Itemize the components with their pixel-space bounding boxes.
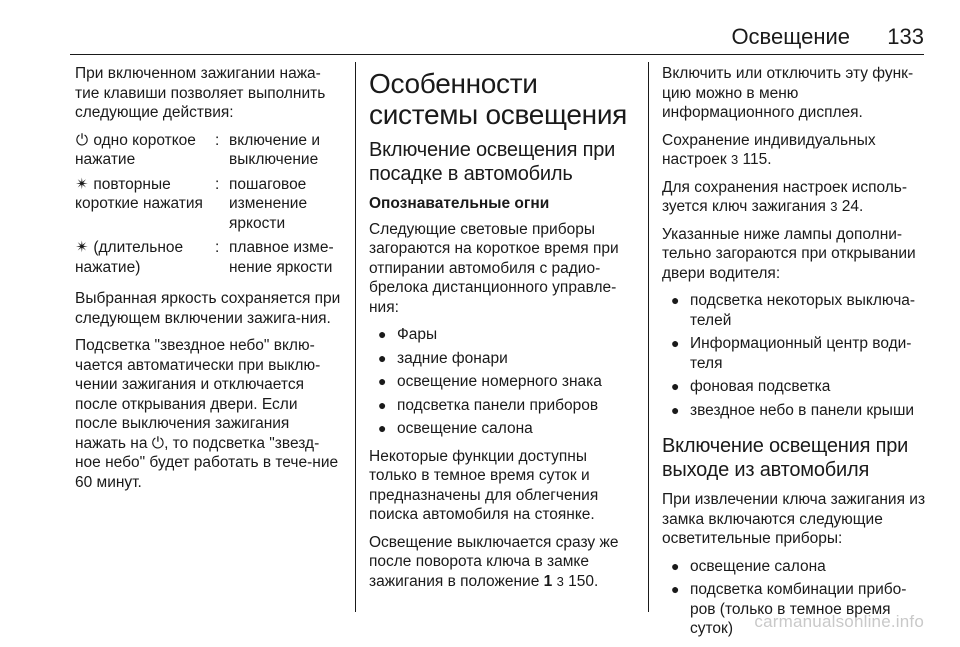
table-row bbox=[75, 175, 343, 234]
bullet-icon: ● bbox=[671, 335, 680, 351]
power-icon: ⏻ bbox=[151, 434, 165, 452]
page-title: Освещение bbox=[731, 24, 850, 49]
key-paragraph: Для сохранения настроек исполь-зуется ключ зажигания 3 24. bbox=[662, 178, 908, 215]
subsubsection-heading: Опознавательные огни bbox=[369, 195, 550, 212]
list-item: ● освещение салона bbox=[378, 420, 533, 437]
list-item: ● задние фонари bbox=[378, 349, 508, 367]
bullet-icon: ● bbox=[671, 581, 680, 597]
column-divider-2 bbox=[648, 62, 649, 612]
colon: : bbox=[215, 131, 220, 149]
table-row bbox=[75, 238, 343, 277]
action-text: одно короткое нажатие bbox=[75, 131, 196, 168]
action-text: (длительное нажатие) bbox=[75, 239, 184, 276]
toggle-paragraph: Включить или отключить эту функ-цию можно в меню информационного дисплея. bbox=[662, 65, 914, 121]
dimmer-icon: ✴ bbox=[75, 175, 89, 193]
brightness-paragraph: Выбранная яркость сохраняется при следующем включении зажига-ния. bbox=[75, 290, 341, 327]
result-text: пошаговое изменение яркости bbox=[229, 175, 308, 232]
column-1 bbox=[75, 64, 343, 500]
table-row bbox=[75, 131, 343, 170]
driver-door-paragraph: Указанные ниже лампы дополни-тельно загораются при открывании двери водителя: bbox=[662, 225, 916, 282]
power-icon: ⏻ bbox=[75, 131, 89, 149]
list-item: ● подсветка панели приборов bbox=[378, 396, 599, 414]
intro-paragraph: При включенном зажигании нажа-тие клавиши позволяет выполнить следующие действия: bbox=[75, 65, 326, 121]
list-item: ● Информационный центр води-теля bbox=[671, 335, 912, 372]
colon: : bbox=[215, 175, 220, 193]
list-item: ● фоновая подсветка bbox=[671, 378, 831, 395]
list-item: ● звездное небо в панели крыши bbox=[671, 401, 915, 419]
bullet-icon: ● bbox=[671, 378, 680, 394]
bullet-icon: ● bbox=[671, 401, 680, 418]
bullet-icon: ● bbox=[671, 292, 680, 308]
lights-paragraph: Следующие световые приборы загораются на короткое время при отпирании автомобиля с радио-брелока дистанционного управле-ния: bbox=[369, 220, 619, 316]
header-rule bbox=[70, 54, 924, 55]
door-lights-list bbox=[662, 291, 928, 420]
colon: : bbox=[215, 239, 220, 256]
section-heading: Особенности системы освещения bbox=[369, 68, 628, 130]
result-text: включение и выключение bbox=[229, 131, 321, 168]
dark-functions-paragraph: Некоторые функции доступны только в темное время суток и предназначены для облегчения поиска автомобиля на стоянке. bbox=[369, 447, 599, 523]
list-item: ● освещение номерного знака bbox=[378, 373, 602, 390]
column-divider-1 bbox=[355, 62, 356, 612]
subsection-heading: Включение освещения при выходе из автомобиля bbox=[662, 435, 909, 481]
bullet-icon: ● bbox=[671, 557, 680, 574]
page-number: 133 bbox=[887, 24, 924, 49]
column-2 bbox=[369, 64, 631, 599]
list-item: ● Фары bbox=[378, 326, 438, 343]
button-actions-table bbox=[75, 131, 343, 278]
list-item: ● подсветка комбинации прибо-ров (только в темное время суток) bbox=[671, 581, 907, 637]
list-item: ● подсветка некоторых выключа-телей bbox=[671, 292, 916, 329]
bullet-icon: ● bbox=[378, 349, 387, 366]
page-ref-icon: 3 bbox=[556, 573, 564, 589]
bullet-icon: ● bbox=[378, 373, 387, 389]
bullet-icon: ● bbox=[378, 420, 387, 436]
page-ref-icon: 3 bbox=[830, 199, 838, 214]
bullet-icon: ● bbox=[378, 326, 387, 342]
page-ref-icon: 3 bbox=[730, 152, 739, 167]
result-text: плавное изме-нение яркости bbox=[229, 239, 334, 276]
watermark: carmanualsonline.info bbox=[754, 612, 924, 631]
lights-list bbox=[369, 325, 631, 439]
action-text: повторные короткие нажатия bbox=[75, 175, 203, 212]
lights-off-paragraph: Освещение выключается сразу же после поворота ключа в замке зажигания в положение 1 3 150. bbox=[369, 533, 619, 590]
column-3 bbox=[662, 64, 928, 647]
list-item: ● освещение салона bbox=[671, 557, 826, 575]
bullet-icon: ● bbox=[378, 396, 387, 413]
page-header bbox=[0, 0, 960, 58]
dimmer-icon: ✴ bbox=[75, 239, 89, 256]
exit-paragraph: При извлечении ключа зажигания из замка включаются следующие осветительные приборы: bbox=[662, 491, 926, 547]
subsection-heading: Включение освещения при посадке в автомобиль bbox=[369, 139, 616, 185]
starry-sky-paragraph: Подсветка "звездное небо" вклю-чается автоматически при выклю-чении зажигания и отключается после открывания двери. Если после выключения зажигания нажать на ⏻, то подсветка "звезд-ное небо" будет работать в тече-ние 60 минут. bbox=[75, 337, 339, 491]
settings-paragraph: Сохранение индивидуальных настроек 3 115. bbox=[662, 131, 876, 168]
